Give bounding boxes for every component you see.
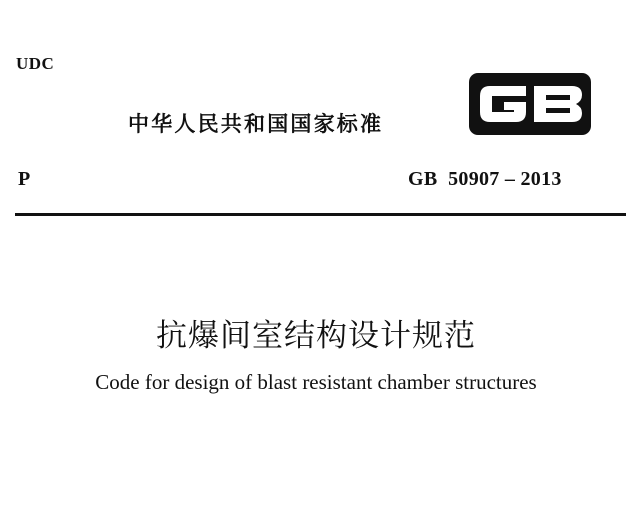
gb-logo	[468, 72, 592, 136]
udc-label: UDC	[16, 54, 55, 73]
national-standard-heading: 中华人民共和国国家标准	[128, 112, 384, 136]
classification-code: P	[18, 168, 31, 190]
document-title-chinese: 抗爆间室结构设计规范	[156, 318, 476, 354]
header-rule	[15, 213, 626, 216]
document-title-english: Code for design of blast resistant chamber structures	[95, 370, 537, 394]
standard-number: GB 50907 – 2013	[408, 168, 562, 190]
